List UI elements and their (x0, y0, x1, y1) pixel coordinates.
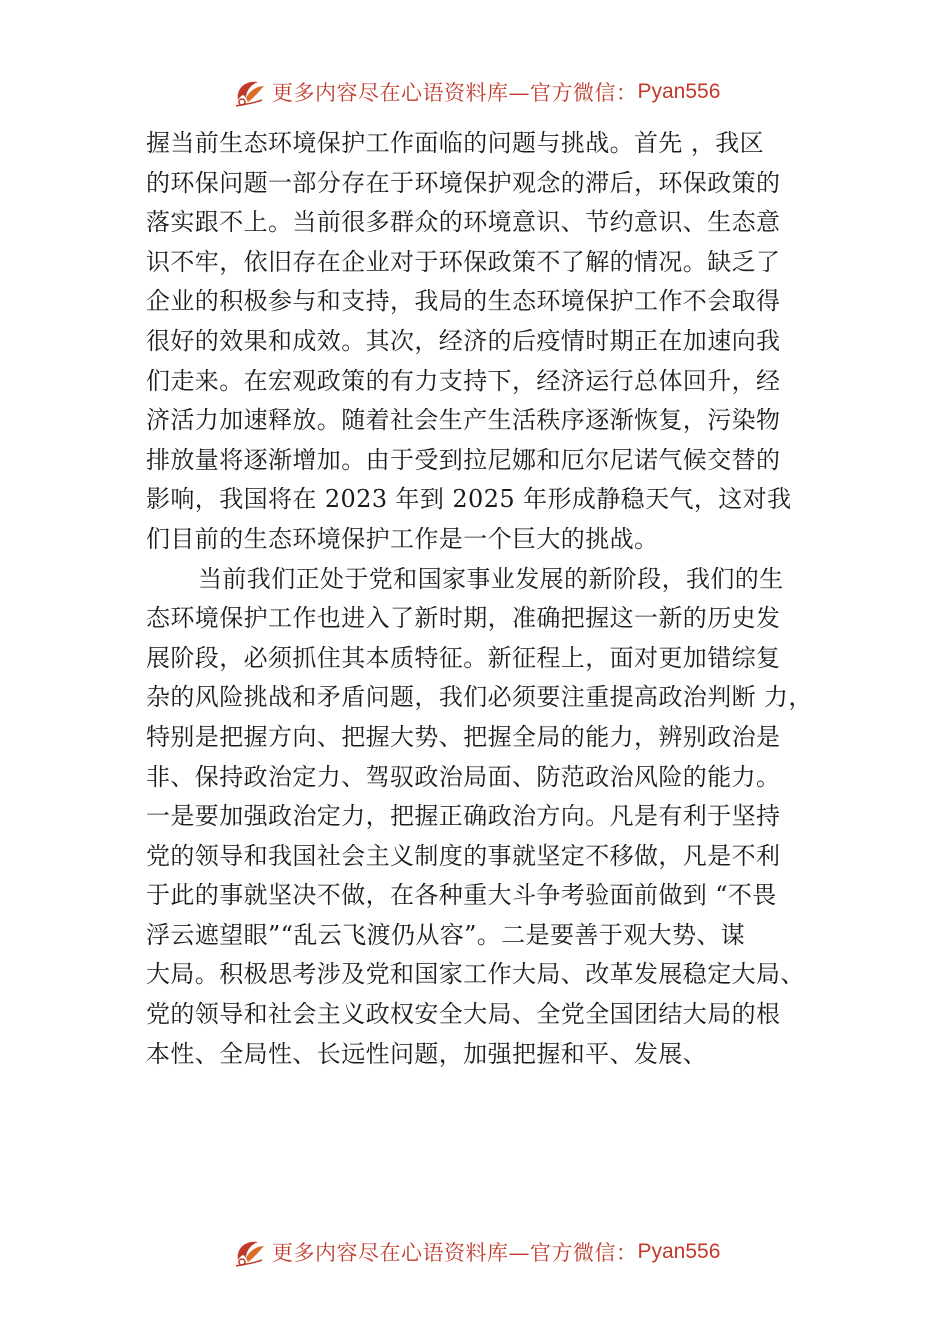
text-line: 们目前的生态环境保护工作是一个巨大的挑战。 (146, 524, 659, 553)
text-line: 党的领导和社会主义政权安全大局、全党全国团结大局的根 (146, 1000, 781, 1029)
text-line: 态环境保护工作也进入了新时期，准确把握这一新的历史发 (146, 604, 781, 633)
text-line: 杂的风险挑战和矛盾问题，我们必须要注重提高政治判断 力， (146, 683, 813, 712)
text-line: 握当前生态环境保护工作面临的问题与挑战。首先 ，我区 (146, 129, 765, 157)
text-line: 展阶段，必须抓住其本质特征。新征程上，面对更加错综复 (146, 643, 781, 672)
text-line: 影响，我国将在 2023 年到 2025 年形成静稳天气，这对我 (146, 485, 792, 514)
banner-text: 更多内容尽在心语资料库—官方微信： (272, 1241, 638, 1265)
paragraph (146, 560, 836, 1075)
text-line: 非、保持政治定力、驾驭政治局面、防范政治风险的能力。 (146, 762, 781, 791)
text-line: 于此的事就坚决不做，在各种重大斗争考验面前做到 “不畏 (146, 881, 777, 910)
document-body (146, 124, 836, 1074)
text-line: 排放量将逐渐增加。由于受到拉尼娜和厄尔尼诺气候交替的 (146, 445, 781, 474)
text-line: 党的领导和我国社会主义制度的事就坚定不移做，凡是不利 (146, 841, 781, 870)
text-line: 们走来。在宏观政策的有力支持下，经济运行总体回升，经 (146, 366, 781, 395)
text-line: 企业的积极参与和支持，我局的生态环境保护工作不会取得 (146, 287, 781, 316)
footer-banner (232, 1232, 720, 1272)
leaf-swirl-logo-icon (232, 1234, 268, 1270)
wechat-id: Pyan556 (637, 1240, 721, 1263)
text-line: 当前我们正处于党和国家事业发展的新阶段，我们的生 (198, 564, 784, 593)
wechat-id: Pyan556 (637, 80, 721, 103)
header-banner (232, 72, 720, 112)
text-line: 特别是把握方向、把握大势、把握全局的能力，辨别政治是 (146, 722, 781, 751)
text-line: 浮云遮望眼”“乱云飞渡仍从容”。二是要善于观大势、谋 (146, 920, 746, 949)
text-line: 很好的效果和成效。其次，经济的后疫情时期正在加速向我 (146, 326, 781, 355)
leaf-swirl-logo-icon (232, 74, 268, 110)
text-line: 济活力加速释放。随着社会生产生活秩序逐渐恢复，污染物 (146, 406, 781, 435)
text-line: 识不牢，依旧存在企业对于环保政策不了解的情况。缺乏了 (146, 247, 781, 276)
text-line: 大局。积极思考涉及党和国家工作大局、改革发展稳定大局、 (146, 960, 805, 989)
banner-text: 更多内容尽在心语资料库—官方微信： (272, 81, 638, 105)
text-line: 的环保问题一部分存在于环境保护观念的滞后，环保政策的 (146, 168, 781, 197)
text-line: 一是要加强政治定力，把握正确政治方向。凡是有利于坚持 (146, 802, 781, 831)
text-line: 落实跟不上。当前很多群众的环境意识、节约意识、生态意 (146, 208, 781, 237)
paragraph (146, 124, 836, 560)
text-line: 本性、全局性、长远性问题，加强把握和平、发展、 (146, 1039, 708, 1068)
